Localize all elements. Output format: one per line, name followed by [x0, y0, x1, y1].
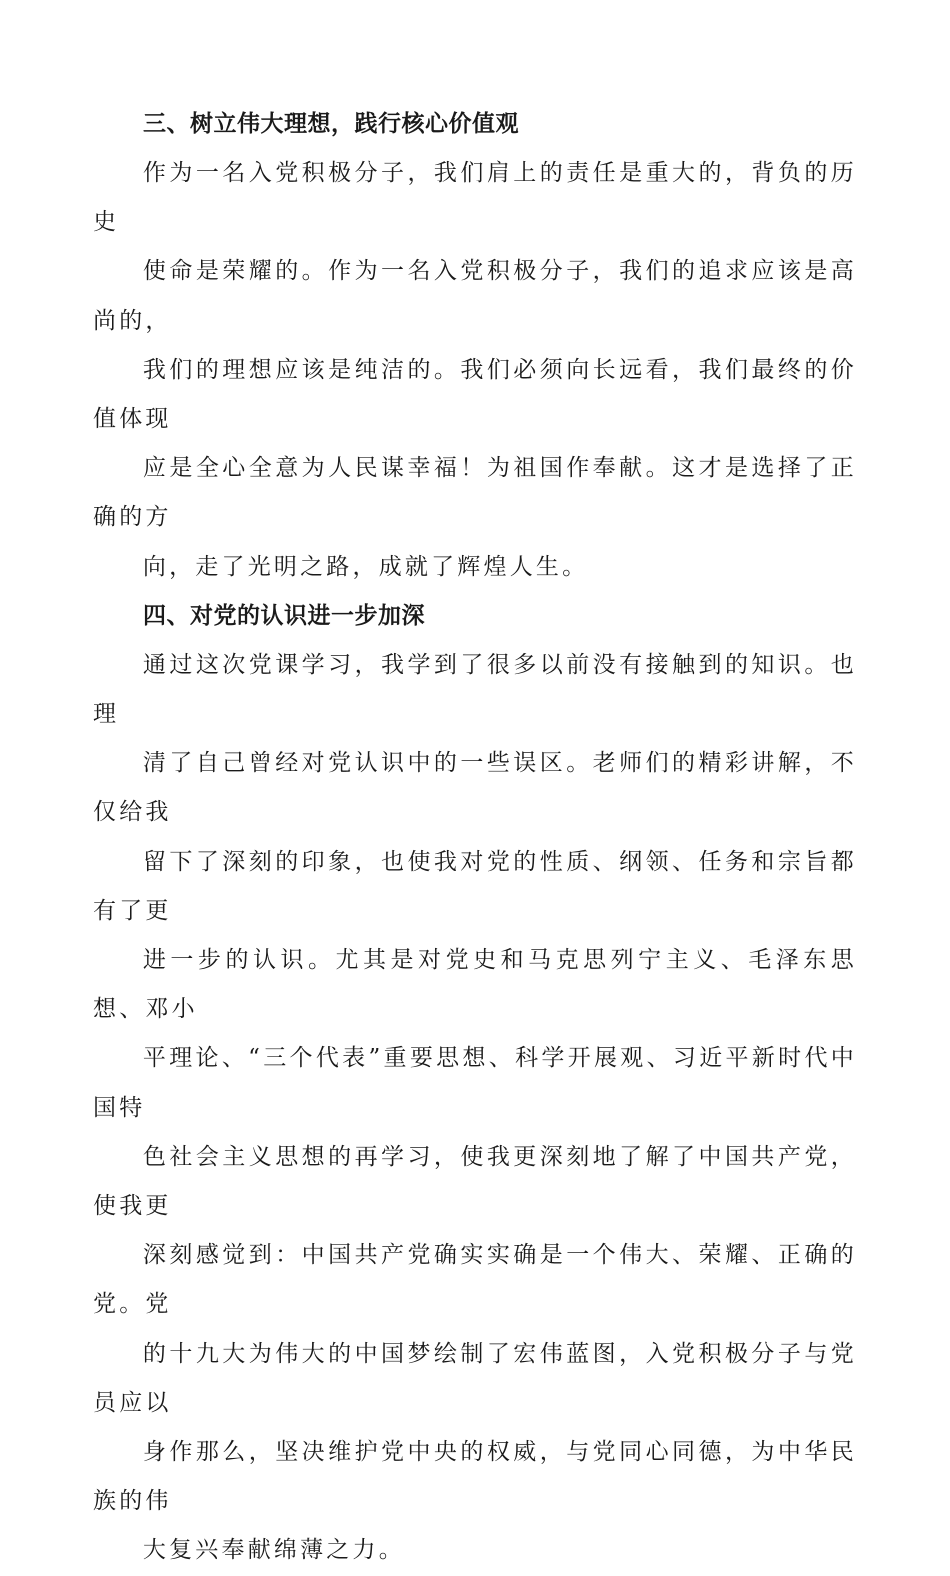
paragraph-line: 使命是荣耀的。作为一名入党积极分子，我们的追求应该是高尚的，	[93, 258, 857, 334]
paragraph-line: 进一步的认识。尤其是对党史和马克思列宁主义、毛泽东思想、邓小	[93, 947, 857, 1023]
paragraph-line: 的十九大为伟大的中国梦绘制了宏伟蓝图，入党积极分子与党员应以	[93, 1340, 857, 1416]
paragraph-line: 向，走了光明之路，成就了辉煌人生。	[142, 553, 589, 580]
section-4-paragraph	[93, 641, 857, 1576]
paragraph-line: 通过这次党课学习，我学到了很多以前没有接触到的知识。也理	[93, 651, 857, 728]
paragraph-line: 色社会主义思想的再学习，使我更深刻地了解了中国共产党，使我更	[93, 1143, 857, 1220]
paragraph-line: 作为一名入党积极分子，我们肩上的责任是重大的，背负的历史	[93, 160, 857, 236]
paragraph-line: 身作那么，坚决维护党中央的权威，与党同心同德，为中华民族的伟	[93, 1439, 857, 1515]
paragraph-line: 深刻感觉到：中国共产党确实实确是一个伟大、荣耀、正确的党。党	[93, 1242, 857, 1318]
document-body	[93, 100, 857, 1576]
paragraph-line: 平理论、“三个代表”重要思想、科学开展观、习近平新时代中国特	[93, 1045, 857, 1121]
paragraph-line: 我们的理想应该是纯洁的。我们必须向长远看，我们最终的价值体现	[93, 356, 857, 433]
section-heading-3: 三、树立伟大理想，践行核心价值观	[143, 111, 519, 137]
paragraph-line: 清了自己曾经对党认识中的一些误区。老师们的精彩讲解，不仅给我	[93, 750, 857, 826]
paragraph-line: 大复兴奉献绵薄之力。	[142, 1537, 405, 1564]
section-heading-4: 四、对党的认识进一步加深	[143, 602, 425, 629]
section-3-paragraph	[93, 149, 857, 592]
paragraph-line: 留下了深刻的印象，也使我对党的性质、纲领、任务和宗旨都有了更	[93, 848, 857, 924]
paragraph-line: 应是全心全意为人民谋幸福！为祖国作奉献。这才是选择了正确的方	[93, 455, 857, 531]
